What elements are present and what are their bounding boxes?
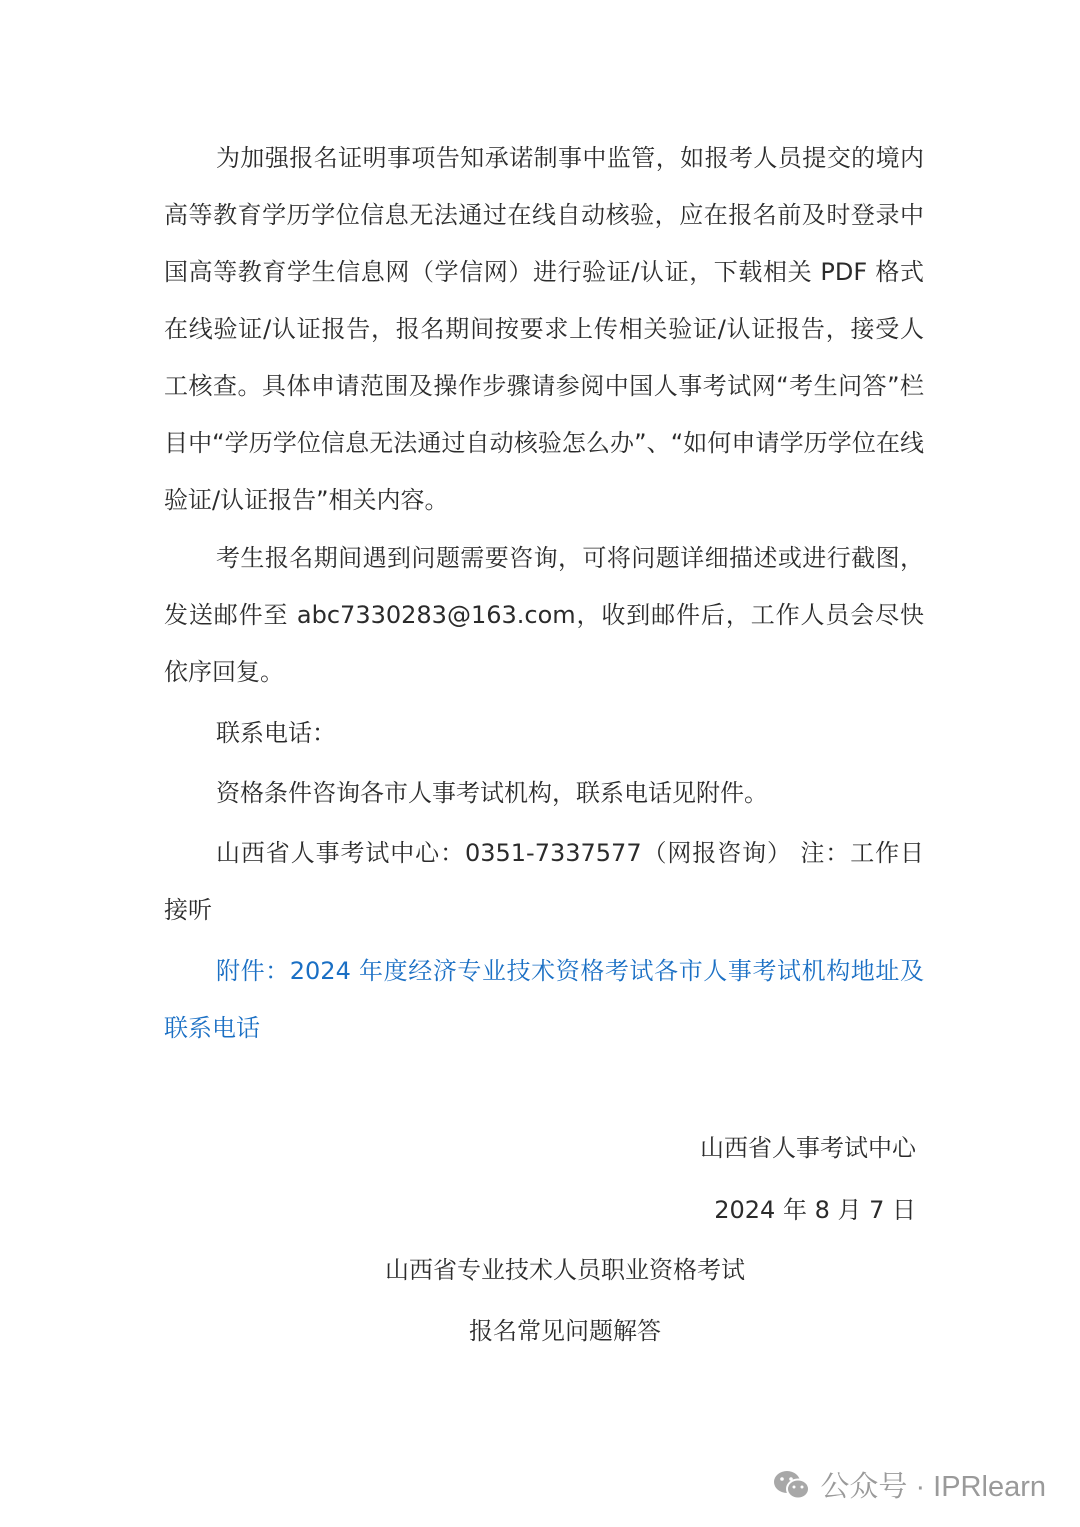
contact-line-cities: 资格条件咨询各市人事考试机构，联系电话见附件。 [216,779,768,807]
signature-org: 山西省人事考试中心 [700,1134,916,1162]
attachment-link[interactable]: 附件：2024 年度经济专业技术资格考试各市人事考试机构地址及联系电话 [164,957,924,1042]
contact-line-center: 山西省人事考试中心：0351-7337577（网报咨询） 注：工作日接听 [164,839,924,924]
signature-date: 2024 年 8 月 7 日 [714,1196,916,1224]
contact-heading: 联系电话： [216,719,336,747]
watermark [772,1464,1046,1505]
next-section-title-line1: 山西省专业技术人员职业资格考试 [385,1256,745,1284]
watermark-text: 公众号 · IPRlearn [820,1471,1046,1503]
wechat-icon [772,1468,812,1502]
next-section-title-line2: 报名常见问题解答 [469,1317,661,1345]
paragraph-verification: 为加强报名证明事项告知承诺制事中监管，如报考人员提交的境内高等教育学历学位信息无法通过在线自动核验，应在报名前及时登录中国高等教育学生信息网（学信网）进行验证/认证，下载相关 PDF 格式在线验证/认证报告，报名期间按要求上传相关验证/认证报告，接受人工核查。具体申请范围及操作步骤请参阅中国人事考试网“考生问答”栏目中“学历学位信息无法通过自动核验怎么办”、“如何申请学历学位在线验证/认证报告”相关内容。 [164,144,924,514]
paragraph-consultation: 考生报名期间遇到问题需要咨询，可将问题详细描述或进行截图，发送邮件至 abc7330283@163.com，收到邮件后，工作人员会尽快依序回复。 [164,544,924,686]
